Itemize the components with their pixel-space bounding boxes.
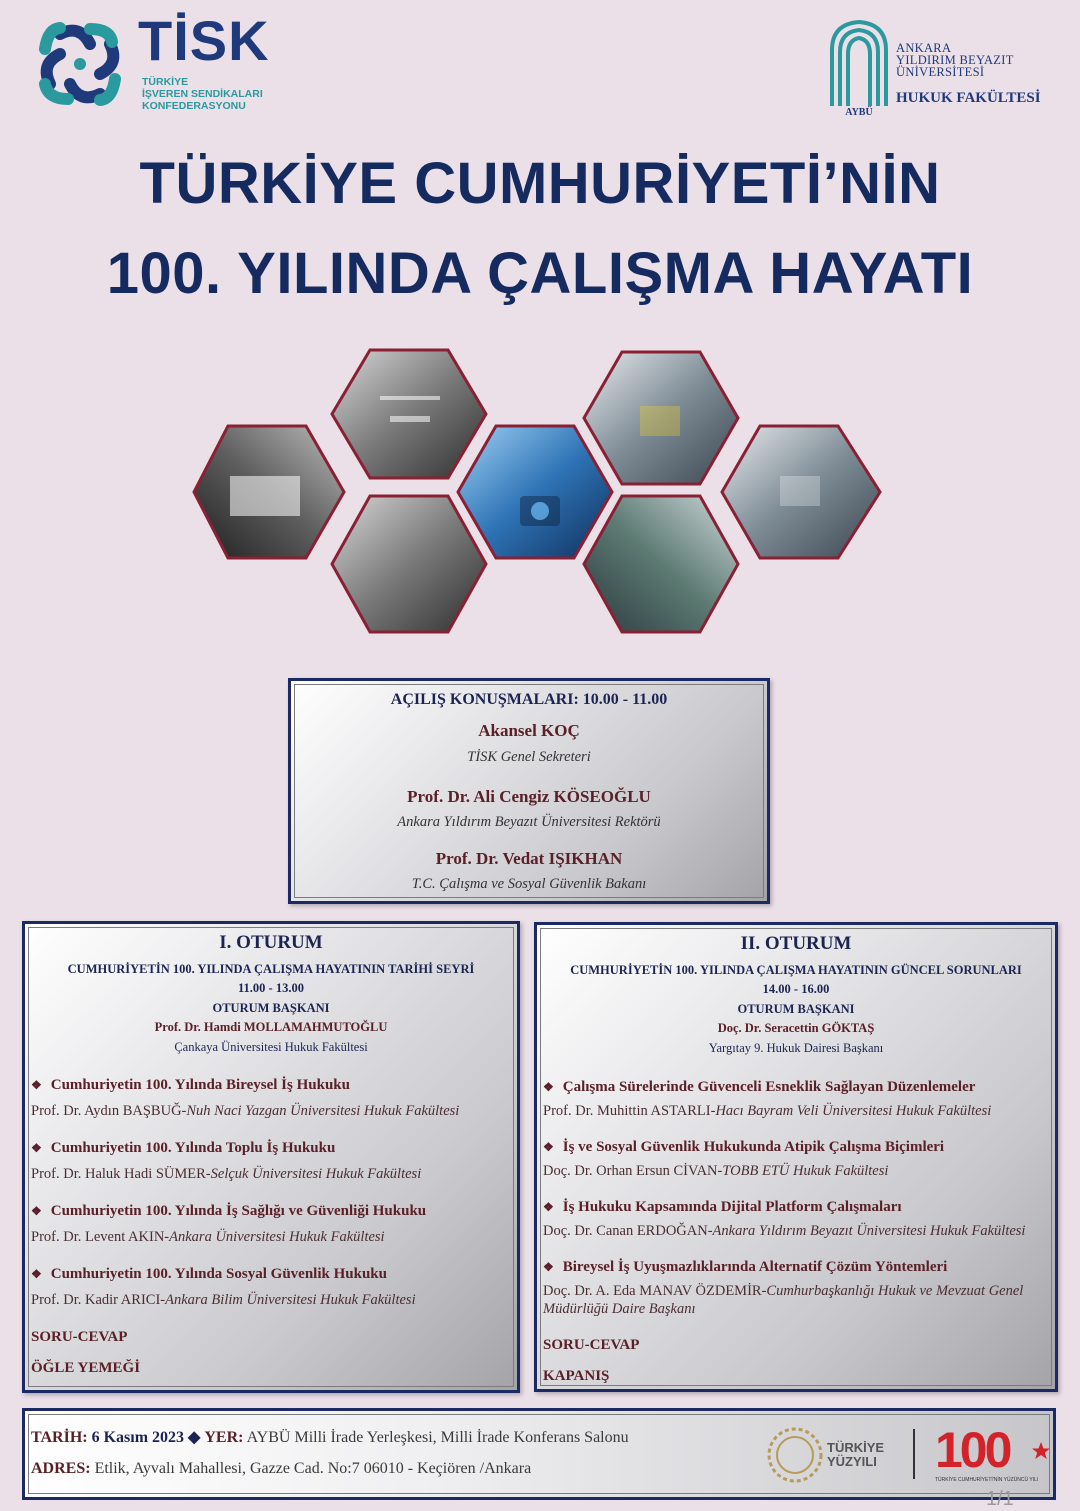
- session-2-item-4-affil: Cumhurbaşkanlığı Hukuk ve Mevzuat Genel Müdürlüğü Daire Başkanı: [543, 1283, 1024, 1317]
- session-1-item-2-title: [31, 1140, 335, 1157]
- diamond-separator-icon: ◆: [188, 1429, 201, 1446]
- session-2-item-2-speaker-name: Doç. Dr. Orhan Ersun CİVAN-: [543, 1163, 723, 1179]
- session-2-item-4-title-text: Bireysel İş Uyuşmazlıklarında Alternatif Çözüm Yöntemleri: [562, 1259, 948, 1275]
- session-2-heading: II. OTURUM: [740, 933, 852, 954]
- diamond-bullet-icon: ❖: [31, 1204, 42, 1218]
- diamond-bullet-icon: ❖: [543, 1260, 554, 1274]
- page-title-line-2: 100. YILINDA ÇALIŞMA HAYATI: [106, 241, 974, 306]
- hexagon-photo-collage: [190, 346, 890, 641]
- session-2-chair-name: Doç. Dr. Seracettin GÖKTAŞ: [717, 1021, 875, 1035]
- place-value: AYBÜ Milli İrade Yerleşkesi, Milli İrade Konferans Salonu: [246, 1429, 629, 1446]
- hex-photo-automation-line: [584, 496, 738, 632]
- diamond-bullet-icon: ❖: [31, 1078, 42, 1092]
- session-2-item-2-title: [543, 1139, 944, 1156]
- session-1-item-4-title-text: Cumhuriyetin 100. Yılında Sosyal Güvenlik Hukuku: [50, 1266, 387, 1282]
- session-1-item-3-speaker: [31, 1228, 385, 1246]
- session-1-item-1-speaker-name: Prof. Dr. Aydın BAŞBUĞ-: [31, 1103, 187, 1119]
- session-1-item-1-title: [31, 1077, 350, 1094]
- opening-speaker-1-role: TİSK Genel Sekreteri: [467, 749, 591, 765]
- tisk-sub-line-2: İŞVEREN SENDİKALARI: [142, 88, 263, 100]
- ty-line-2: YÜZYILI: [827, 1454, 877, 1469]
- opening-speaker-1-name: Akansel KOÇ: [478, 721, 580, 740]
- session-2-chair-label: OTURUM BAŞKANI: [737, 1002, 855, 1016]
- session-1-item-4-title: [31, 1266, 387, 1283]
- opening-speeches-box: [288, 678, 770, 904]
- session-2-item-4-title: [543, 1259, 947, 1276]
- session-2-item-3-title: [543, 1199, 902, 1216]
- tisk-emblem-icon: [30, 14, 130, 114]
- session-2-chair-affil: Yargıtay 9. Hukuk Dairesi Başkanı: [708, 1041, 884, 1055]
- session-2-item-1-affil: Hacı Bayram Veli Üniversitesi Hukuk Fakültesi: [715, 1103, 992, 1119]
- session-1-item-1-affil: Nuh Naci Yazgan Üniversitesi Hukuk Fakültesi: [186, 1103, 460, 1119]
- diamond-bullet-icon: ❖: [543, 1080, 554, 1094]
- turkiye-yuzyili-logo: [765, 1421, 905, 1487]
- crescent-emblem-icon: [765, 1425, 825, 1485]
- session-2-item-2-title-text: İş ve Sosyal Güvenlik Hukukunda Atipik Çalışma Biçimleri: [562, 1139, 945, 1155]
- opening-speaker-2-name: Prof. Dr. Ali Cengiz KÖSEOĞLU: [407, 787, 651, 806]
- footer-date-place: [31, 1427, 629, 1447]
- hex-photo-workshop: [332, 496, 486, 632]
- aybu-line-1: ANKARA: [896, 41, 952, 55]
- place-label: YER:: [204, 1429, 244, 1446]
- session-1-item-4-affil: Ankara Bilim Üniversitesi Hukuk Fakültesi: [165, 1292, 416, 1308]
- tisk-name: TİSK: [138, 9, 270, 72]
- aybu-abbr: AYBÜ: [845, 107, 873, 116]
- opening-speaker-3-name: Prof. Dr. Vedat IŞIKHAN: [435, 849, 623, 868]
- aybu-faculty: HUKUK FAKÜLTESİ: [896, 90, 1041, 106]
- hex-photo-digital-tablet: [458, 426, 612, 558]
- footer-address: [31, 1460, 531, 1478]
- aybu-name: [896, 42, 1014, 78]
- diamond-bullet-icon: ❖: [543, 1140, 554, 1154]
- session-1-item-1-speaker: [31, 1102, 459, 1120]
- session-1-item-2-speaker-name: Prof. Dr. Haluk Hadi SÜMER-: [31, 1166, 211, 1182]
- session-2-item-2-affil: TOBB ETÜ Hukuk Fakültesi: [722, 1163, 889, 1179]
- turkiye-yuzyili-text: [827, 1441, 884, 1469]
- session-2-qa: SORU-CEVAP: [543, 1337, 640, 1353]
- session-1-item-2-title-text: Cumhuriyetin 100. Yılında Toplu İş Hukuku: [50, 1140, 336, 1156]
- session-2-theme: CUMHURİYETİN 100. YILINDA ÇALIŞMA HAYATININ GÜNCEL SORUNLARI: [570, 963, 1022, 977]
- date-value: 6 Kasım 2023: [91, 1429, 185, 1446]
- address-value: Etlik, Ayvalı Mahallesi, Gazze Cad. No:7 06010 - Keçiören /Ankara: [94, 1460, 532, 1477]
- tisk-sub-line-1: TÜRKİYE: [142, 76, 189, 88]
- session-1-item-3-title: [31, 1203, 426, 1220]
- aybu-line-2: YILDIRIM BEYAZIT: [896, 53, 1014, 67]
- event-info-footer: [22, 1408, 1056, 1500]
- date-label: TARİH:: [31, 1429, 88, 1446]
- page-indicator: 1/1: [986, 1488, 1014, 1510]
- session-2-item-3-affil: Ankara Yıldırım Beyazıt Üniversitesi Hukuk Fakültesi: [712, 1223, 1026, 1239]
- aybu-arch-icon: [826, 20, 892, 116]
- session-1-heading: I. OTURUM: [219, 932, 323, 953]
- session-2-item-3-title-text: İş Hukuku Kapsamında Dijital Platform Çalışmaları: [562, 1199, 902, 1215]
- session-1-lunch: ÖĞLE YEMEĞİ: [31, 1360, 141, 1376]
- session-2-item-1-title-text: Çalışma Sürelerinde Güvenceli Esneklik Sağlayan Düzenlemeler: [562, 1079, 976, 1095]
- session-1-item-3-title-text: Cumhuriyetin 100. Yılında İş Sağlığı ve Güvenliği Hukuku: [50, 1203, 427, 1219]
- opening-speaker-3-role: T.C. Çalışma ve Sosyal Güvenlik Bakanı: [411, 876, 647, 892]
- session-2-closing: KAPANIŞ: [543, 1368, 610, 1384]
- session-2-item-4-speaker-name: Doç. Dr. A. Eda MANAV ÖZDEMİR-: [543, 1283, 767, 1299]
- ty-line-1: TÜRKİYE: [827, 1440, 885, 1455]
- session-2-item-1-title: [543, 1079, 975, 1096]
- y100-caption: TÜRKİYE CUMHURİYETİ'NİN YÜZÜNCÜ YILI: [935, 1477, 1039, 1483]
- diamond-bullet-icon: ❖: [31, 1141, 42, 1155]
- tisk-logo: [30, 9, 290, 124]
- session-2-item-4-speaker: [543, 1282, 1055, 1318]
- republic-100-logo: [935, 1421, 1055, 1487]
- star-icon: [1031, 1441, 1051, 1461]
- session-1-item-1-title-text: Cumhuriyetin 100. Yılında Bireysel İş Hukuku: [50, 1077, 350, 1093]
- session-1-chair-name: Prof. Dr. Hamdi MOLLAMAHMUTOĞLU: [154, 1020, 388, 1034]
- session-2-item-3-speaker: [543, 1222, 1055, 1240]
- hex-photo-aircraft-factory: [332, 350, 486, 478]
- aybu-logo: [826, 20, 1066, 120]
- aybu-line-3: ÜNİVERSİTESİ: [896, 65, 985, 79]
- session-2-item-2-speaker: [543, 1162, 1048, 1180]
- footer-divider: [913, 1429, 915, 1479]
- session-1-item-4-speaker: [31, 1291, 416, 1309]
- address-label: ADRES:: [31, 1460, 91, 1477]
- session-2-time: 14.00 - 16.00: [762, 982, 830, 996]
- session-1-box: [22, 921, 520, 1393]
- session-1-inner-border: [28, 927, 514, 1387]
- session-1-theme: CUMHURİYETİN 100. YILINDA ÇALIŞMA HAYATININ TARİHİ SEYRİ: [67, 962, 475, 976]
- session-2-box: [534, 922, 1058, 1392]
- session-1-time: 11.00 - 13.00: [238, 981, 304, 995]
- session-1-item-4-speaker-name: Prof. Dr. Kadir ARICI-: [31, 1292, 166, 1308]
- tisk-sub-line-3: KONFEDERASYONU: [142, 100, 246, 112]
- diamond-bullet-icon: ❖: [31, 1267, 42, 1281]
- tisk-subtitle: [142, 76, 263, 112]
- session-1-chair-label: OTURUM BAŞKANI: [212, 1001, 330, 1015]
- session-2-item-1-speaker: [543, 1102, 1048, 1120]
- session-1-item-3-speaker-name: Prof. Dr. Levent AKIN-: [31, 1229, 170, 1245]
- session-2-item-3-speaker-name: Doç. Dr. Canan ERDOĞAN-: [543, 1223, 713, 1239]
- session-1-chair-affil: Çankaya Üniversitesi Hukuk Fakültesi: [174, 1040, 368, 1054]
- opening-speaker-2-role: Ankara Yıldırım Beyazıt Üniversitesi Rektörü: [397, 814, 661, 830]
- session-2-item-1-speaker-name: Prof. Dr. Muhittin ASTARLI-: [543, 1103, 716, 1119]
- opening-heading: AÇILIŞ KONUŞMALARI: 10.00 - 11.00: [390, 691, 668, 708]
- diamond-bullet-icon: ❖: [543, 1200, 554, 1214]
- session-1-item-3-affil: Ankara Üniversitesi Hukuk Fakültesi: [169, 1229, 385, 1245]
- page-title-line-1: TÜRKİYE CUMHURİYETİ’NİN: [139, 151, 941, 216]
- session-1-qa: SORU-CEVAP: [31, 1329, 128, 1345]
- y100-number: 100: [935, 1422, 1010, 1478]
- session-1-item-2-affil: Selçuk Üniversitesi Hukuk Fakültesi: [210, 1166, 422, 1182]
- session-1-item-2-speaker: [31, 1165, 421, 1183]
